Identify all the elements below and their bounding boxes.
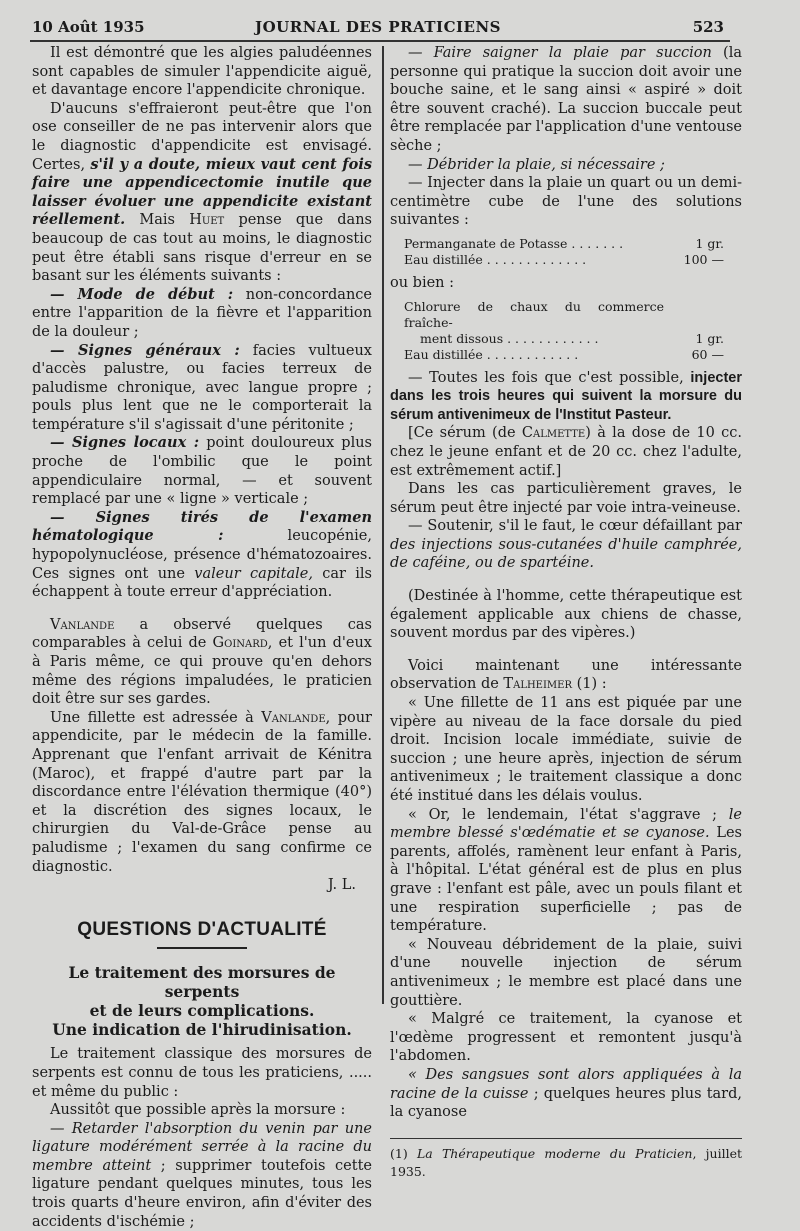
quote-paragraph: « Or, le lendemain, l'état s'aggrave ; le membre blessé s'œdématie et se cyanose. Les parents, affolés, ramènent leur enfant à Paris, à l'hôpital. L'état général est de plus en plus grave : l'enfant est pâle, avec un pouls filant et une respiration superficielle ; pas de température. bbox=[390, 806, 742, 935]
left-column bbox=[32, 44, 372, 1231]
header-rule bbox=[30, 40, 730, 42]
running-header bbox=[32, 14, 724, 40]
column-divider bbox=[382, 46, 384, 1004]
paragraph: Vanlande a observé quelques cas comparables à celui de Goinard, et l'un d'eux à Paris même, ce qui prouve qu'en dehors même des régions impaludées, le praticien doit être sur ses gardes. bbox=[32, 616, 372, 708]
section-heading: QUESTIONS D'ACTUALITÉ bbox=[77, 918, 327, 940]
criterion-hematology: — Signes tirés de l'examen hématologique : leucopénie, hypopolynucléose, présence d'hématozoaires. Ces signes ont une valeur capitale, car ils échappent à toute erreur d'appréciation. bbox=[32, 508, 372, 601]
criterion-local-signs: — Signes locaux : point douloureux plus proche de l'ombilic que le point appendiculaire normal, — et souvent remplacé par une « ligne » verticale ; bbox=[32, 434, 372, 508]
quote-paragraph: « Nouveau débridement de la plaie, suivi d'une nouvelle injection de sérum antivenimeux ; le membre est placé dans une gouttière. bbox=[390, 936, 742, 1009]
quote-paragraph: « Une fillette de 11 ans est piquée par une vipère au niveau de la face dorsale du pied droit. Incision locale immédiate, suivie de succion ; une heure après, injection de sérum antivenimeux ; le traitement classique a donc été institué dans les délais voulus. bbox=[390, 695, 742, 804]
criterion-mode: — Mode de début : non-concordance entre l'apparition de la fièvre et l'apparition de la douleur ; bbox=[32, 285, 372, 340]
table-row: Chlorure de chaux du commerce fraîche- bbox=[404, 298, 664, 330]
table-row: Eau distillée . . . . . . . . . . . . 60 — bbox=[404, 346, 724, 362]
paragraph: Voici maintenant une intéressante observation de Talheimer (1) : bbox=[390, 657, 742, 693]
footnote: (1) La Thérapeutique moderne du Praticien, juillet 1935. bbox=[390, 1145, 743, 1180]
paragraph: Dans les cas particulièrement graves, le sérum peut être injecté par voie intra-veineuse. bbox=[390, 481, 742, 516]
right-column bbox=[390, 44, 742, 1182]
paragraph: — Toutes les fois que c'est possible, injecter dans les trois heures qui suivent la morsure du sérum antivenimeux de l'Institut Pasteur. bbox=[390, 369, 742, 423]
solution-table-1 bbox=[404, 236, 724, 268]
paragraph: (Destinée à l'homme, cette thérapeutique est également applicable aux chiens de chasse, souvent mordus par des vipères.) bbox=[390, 588, 742, 642]
section-rule bbox=[157, 947, 247, 949]
paragraph: — Faire saigner la plaie par succion (la personne qui pratique la succion doit avoir une bouche saine, et le sang ainsi « aspiré » doit être souvent craché). La succion buccale peut être remplacée par l'application d'une ventouse sèche ; bbox=[390, 45, 742, 154]
table-row: Eau distillée . . . . . . . . . . . . . 100 — bbox=[404, 251, 724, 267]
quote-paragraph: « Des sangsues sont alors appliquées à la racine de la cuisse ; quelques heures plus tard, la cyanose bbox=[390, 1066, 742, 1121]
paragraph: Aussitôt que possible après la morsure : bbox=[50, 1102, 346, 1119]
paragraph: [Ce sérum (de Calmette) à la dose de 10 cc. chez le jeune enfant et de 20 cc. chez l'adulte, est extrêmement actif.] bbox=[390, 425, 742, 479]
criterion-general-signs: — Signes généraux : facies vultueux d'accès palustre, ou facies terreux de paludisme chronique, avec langue propre ; pouls plus lent que ne le comporterait la température s'il s'agissait d'une péritonite ; bbox=[32, 341, 372, 433]
paragraph: ou bien : bbox=[390, 274, 455, 291]
paragraph: — Débrider la plaie, si nécessaire ; bbox=[408, 156, 665, 173]
quote-paragraph: « Malgré ce traitement, la cyanose et l'œdème progressent et remontent jusqu'à l'abdomen. bbox=[390, 1011, 742, 1065]
paragraph: Une fillette est adressée à Vanlande, pour appendicite, par le médecin de la famille. Apprenant que l'enfant arrivait de Kénitra (Maroc), et frappé d'autre part par la discordance entre l'élévation thermique (40°) et la discrétion des signes locaux, le chirurgien du Val-de-Grâce pense au paludisme ; l'examen du sang confirme ce diagnostic. bbox=[32, 709, 372, 875]
footnote-rule bbox=[390, 1138, 742, 1139]
paragraph: — Retarder l'absorption du venin par une ligature modérément serrée à la racine du membre atteint ; supprimer toutefois cette ligature pendant quelques minutes, tous les trois quarts d'heure environ, afin d'éviter des accidents d'ischémie ; bbox=[32, 1120, 372, 1230]
page-number: 523 bbox=[692, 18, 724, 36]
paragraph: Le traitement classique des morsures de serpents est connu de tous les praticiens, ..... et même du public : bbox=[32, 1046, 372, 1100]
issue-date: 10 Août 1935 bbox=[32, 18, 145, 36]
article-title: Le traitement des morsures de serpents et de leurs complications. Une indication de l'hirudinisation. bbox=[52, 963, 352, 1040]
solution-table-2 bbox=[404, 299, 724, 363]
paragraph: — Injecter dans la plaie un quart ou un demi-centimètre cube de l'une des solutions suivantes : bbox=[390, 175, 742, 229]
table-row: ment dissous . . . . . . . . . . . . 1 gr. bbox=[420, 330, 724, 346]
paragraph: D'aucuns s'effraieront peut-être que l'on ose conseiller de ne pas intervenir alors que le diagnostic d'appendicite est envisagé. Certes, s'il y a doute, mieux vaut cent fois faire une appendicectomie inutile que laisser évoluer une appendicite existant réellement. Mais Huet pense que dans beaucoup de cas tout au moins, le diagnostic peut être établi sans risque d'erreur en se basant sur les éléments suivants : bbox=[32, 100, 372, 285]
table-row: Permanganate de Potasse . . . . . . . 1 gr. bbox=[404, 235, 724, 251]
journal-title: JOURNAL DES PRATICIENS bbox=[255, 18, 501, 36]
paragraph: Il est démontré que les algies paludéennes sont capables de simuler l'appendicite aiguë, et davantage encore l'appendicite chronique. bbox=[32, 45, 372, 99]
paragraph: — Soutenir, s'il le faut, le cœur défaillant par des injections sous-cutanées d'huile camphrée, de caféine, ou de spartéine. bbox=[390, 518, 742, 572]
signature: J. L. bbox=[327, 877, 356, 894]
